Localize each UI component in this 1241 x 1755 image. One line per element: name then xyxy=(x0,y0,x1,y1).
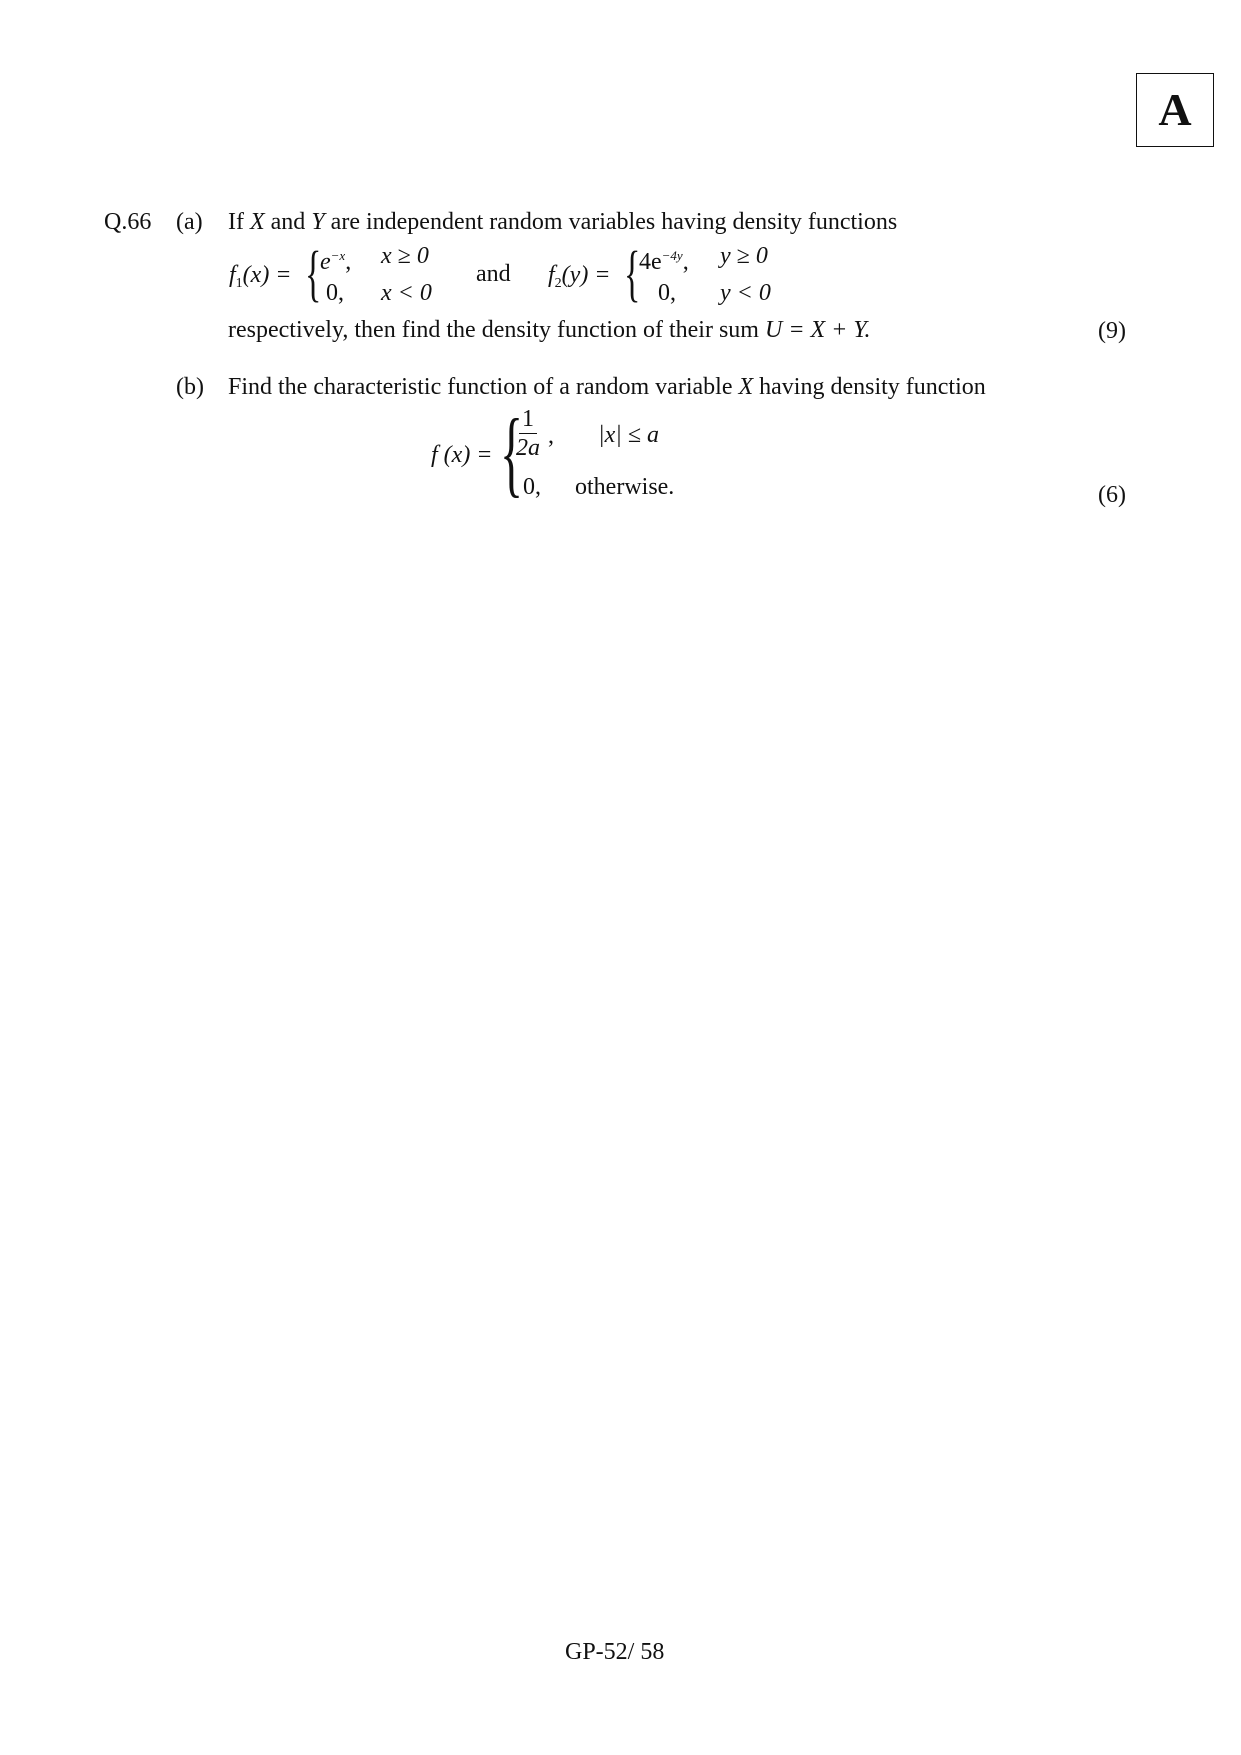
f1-case1-comma: , xyxy=(345,249,352,275)
f1-case1-base: e xyxy=(320,249,331,275)
f2-case1-expr xyxy=(639,242,689,276)
f2-case2-cond-top: y ≥ 0 xyxy=(720,243,768,269)
f1-brace: { xyxy=(305,240,322,308)
f1-case2-cond: x < 0 xyxy=(381,280,432,306)
intro-word-if: If xyxy=(228,209,244,235)
f2-case1-exponent: −4y xyxy=(661,248,683,263)
part-a-conclusion xyxy=(228,316,871,344)
booklet-series-box xyxy=(1136,73,1214,147)
fraction-numerator: 1 xyxy=(519,405,537,434)
intro-text: are independent random variables having density functions xyxy=(330,209,898,235)
part-a-intro xyxy=(228,208,897,236)
part-b-label: (b) xyxy=(176,374,204,400)
fx-case1-cond: |x| ≤ a xyxy=(598,422,660,448)
f1-case2-expr: 0, xyxy=(326,280,344,306)
f2-arg: (y) = xyxy=(561,262,611,288)
fraction-denominator: 2a xyxy=(516,435,540,461)
intro-word-and: and xyxy=(270,209,306,235)
conjunction-and: and xyxy=(476,261,511,287)
fx-case2-cond: otherwise. xyxy=(575,474,675,500)
f1-case1-cond: x ≥ 0 xyxy=(381,243,429,269)
question-number: Q.66 xyxy=(104,209,152,235)
f2-case2-expr: 0, xyxy=(658,280,676,306)
part-b-text-2: having density function xyxy=(759,374,986,400)
f2-brace: { xyxy=(624,240,641,308)
page-footer-code: GP-52/ 58 xyxy=(565,1639,665,1665)
fraction-one-over-2a xyxy=(516,405,540,462)
f1-lhs xyxy=(229,261,292,298)
f2-subscript: 2 xyxy=(554,276,562,291)
var-x: X xyxy=(249,209,265,235)
fx-lhs: f (x) = xyxy=(431,442,493,468)
f1-arg: (x) = xyxy=(242,262,292,288)
f2-name: f xyxy=(548,262,555,288)
conclusion-text: respectively, then find the density function of their sum xyxy=(228,317,759,343)
f2-lhs xyxy=(548,261,611,298)
part-b-marks: (6) xyxy=(1098,482,1126,508)
part-a-marks: (9) xyxy=(1098,318,1126,344)
part-a-label: (a) xyxy=(176,209,203,235)
f2-case2-cond: y < 0 xyxy=(720,280,771,306)
fx-case2-expr: 0, xyxy=(523,474,541,500)
fx-fraction xyxy=(516,405,540,462)
f2-case1-comma: , xyxy=(682,249,689,275)
f1-case1-expr xyxy=(320,242,351,276)
part-b-text-1: Find the characteristic function of a random variable xyxy=(228,374,733,400)
part-b-text xyxy=(228,373,986,401)
conclusion-expression: U = X + Y. xyxy=(764,317,871,343)
part-b-var-x: X xyxy=(738,374,754,400)
f1-case1-exponent: −x xyxy=(330,248,346,263)
f1-name: f xyxy=(229,262,236,288)
f2-case1-base: 4e xyxy=(639,249,662,275)
fx-case1-comma: , xyxy=(548,423,554,449)
f1-subscript: 1 xyxy=(235,276,243,291)
var-y: Y xyxy=(311,209,325,235)
booklet-series-letter: A xyxy=(1158,84,1192,135)
fx-brace: { xyxy=(500,399,524,506)
